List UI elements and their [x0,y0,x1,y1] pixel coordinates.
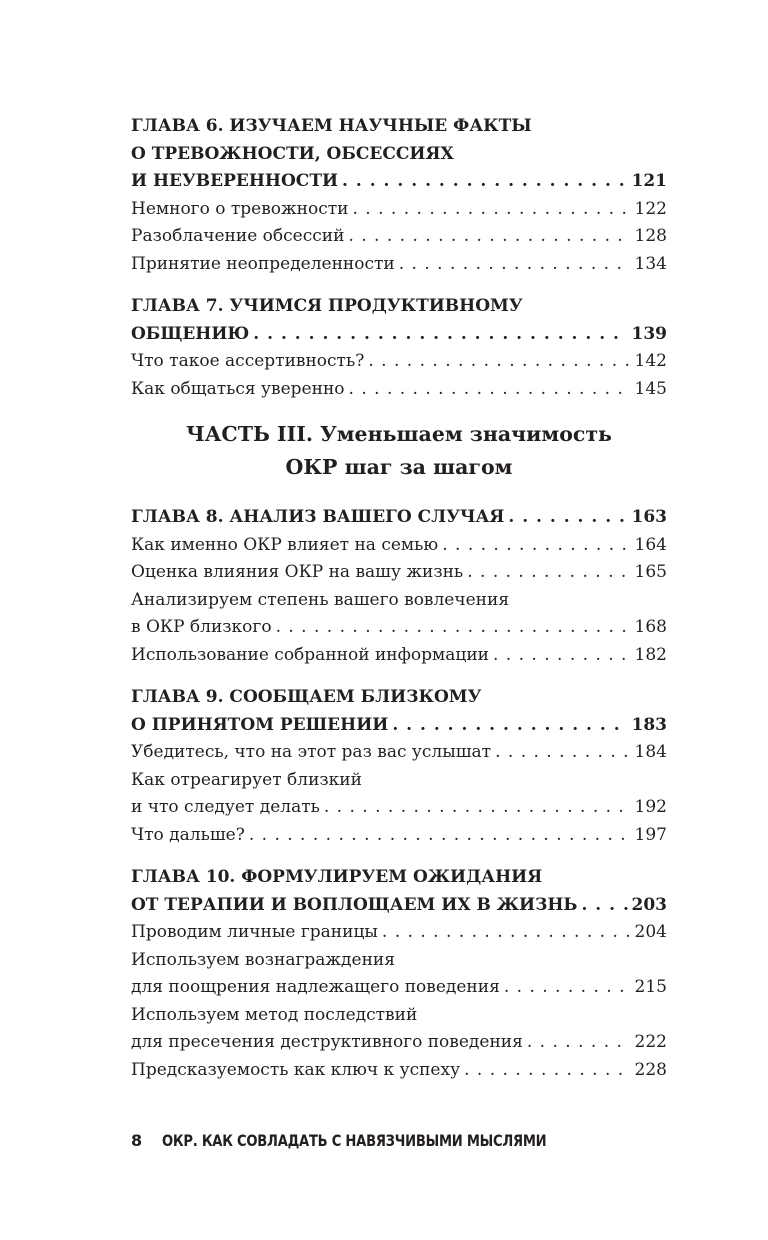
leader-dots [467,559,630,587]
chapter-7 [131,293,667,403]
chapter-heading: ОТ ТЕРАПИИ И ВОПЛОЩАЕМ ИХ В ЖИЗНЬ . . . 203 [131,892,667,920]
toc-entry: Используем метод последствий [131,1004,418,1025]
chapter-9 [131,684,667,849]
page-number: 192 [634,797,667,817]
toc-entry: Как именно ОКР влияет на семью . . . 164 [131,532,667,560]
toc-entry: Что дальше? . . . 197 [131,822,667,850]
toc-entry: Как общаться уверенно . . . 145 [131,376,667,404]
toc-entry: для поощрения надлежащего поведения . . . 215 [131,974,667,1002]
toc-entry: Предсказуемость как ключ к успеху . . . 228 [131,1057,667,1085]
page-number: 168 [634,617,667,637]
toc-entry: Оценка влияния ОКР на вашу жизнь . . . 165 [131,559,667,587]
leader-dots [581,892,627,920]
leader-dots [508,504,627,532]
chapter-heading: О ПРИНЯТОМ РЕШЕНИИ . . . 183 [131,712,667,740]
leader-dots [368,348,630,376]
page-number: 184 [634,742,667,762]
chapter-heading: ГЛАВА 9. СООБЩАЕМ БЛИЗКОМУ [131,687,482,707]
toc-entry: Анализируем степень вашего вовлечения [131,589,510,610]
chapter-8 [131,504,667,669]
chapter-10 [131,864,667,1084]
toc-entry: для пресечения деструктивного поведения . . . 222 [131,1029,667,1057]
leader-dots [276,614,631,642]
toc-entry: и что следует делать . . . 192 [131,794,667,822]
page-number: 215 [634,977,667,997]
leader-dots [249,822,631,850]
leader-dots [392,712,627,740]
page-number: 183 [631,714,667,735]
page-number: 203 [631,894,667,915]
toc-entry: Проводим личные границы . . . 204 [131,919,667,947]
toc-entry: Разоблачение обсессий . . . 128 [131,223,667,251]
page-number: 165 [634,562,667,582]
page-number: 204 [634,922,667,942]
page-number: 134 [634,253,667,274]
chapter-heading: ГЛАВА 10. ФОРМУЛИРУЕМ ОЖИДАНИЯ [131,867,543,887]
page-number: 228 [634,1059,667,1080]
page-number: 163 [631,507,667,527]
page-number: 182 [634,644,667,665]
leader-dots [342,168,627,196]
part-heading [131,418,667,484]
chapter-heading: ГЛАВА 7. УЧИМСЯ ПРОДУКТИВНОМУ [131,296,523,316]
toc-entry: Убедитесь, что на этот раз вас услышат . . . 184 [131,739,667,767]
leader-dots [348,223,630,251]
part-subtitle: ОКР шаг за шагом [285,455,513,479]
page-footer [131,1131,631,1150]
leader-dots [352,196,630,224]
toc-entry: Используем вознаграждения [131,949,395,970]
leader-dots [495,739,630,767]
page-number: 142 [634,351,667,371]
running-title: ОКР. КАК СОВЛАДАТЬ С НАВЯЗЧИВЫМИ МЫСЛЯМИ [162,1131,547,1150]
page-number: 164 [634,534,667,555]
leader-dots [349,376,631,404]
chapter-6 [131,113,667,278]
page-number: 128 [634,226,667,246]
page-number: 122 [634,198,667,219]
page-number: 145 [634,378,667,399]
toc-entry: Что такое ассертивность? . . . 142 [131,348,667,376]
leader-dots [253,321,627,349]
chapter-heading: ГЛАВА 8. АНАЛИЗ ВАШЕГО СЛУЧАЯ . . . 163 [131,504,667,532]
toc-entry: Принятие неопределенности . . . 134 [131,251,667,279]
chapter-heading: И НЕУВЕРЕННОСТИ . . . 121 [131,168,667,196]
toc-entry: в ОКР близкого . . . 168 [131,614,667,642]
page-number: 222 [634,1032,667,1052]
chapter-heading: ОБЩЕНИЮ . . . 139 [131,321,667,349]
leader-dots [382,919,631,947]
leader-dots [527,1029,631,1057]
leader-dots [399,251,631,279]
page-number: 121 [631,171,667,191]
table-of-contents [131,113,667,1099]
toc-entry: Использование собранной информации . . . 182 [131,642,667,670]
leader-dots [504,974,631,1002]
leader-dots [493,642,631,670]
page-number: 197 [634,824,667,845]
toc-entry: Немного о тревожности . . . 122 [131,196,667,224]
leader-dots [464,1057,630,1085]
leader-dots [442,532,630,560]
leader-dots [324,794,631,822]
chapter-heading: О ТРЕВОЖНОСТИ, ОБСЕССИЯХ [131,143,454,164]
page-number: 139 [631,323,667,344]
folio-page-number: 8 [131,1131,142,1150]
chapter-heading: ГЛАВА 6. ИЗУЧАЕМ НАУЧНЫЕ ФАКТЫ [131,116,532,136]
part-title: ЧАСТЬ III. Уменьшаем значимость [186,422,612,446]
toc-entry: Как отреагирует близкий [131,769,362,790]
